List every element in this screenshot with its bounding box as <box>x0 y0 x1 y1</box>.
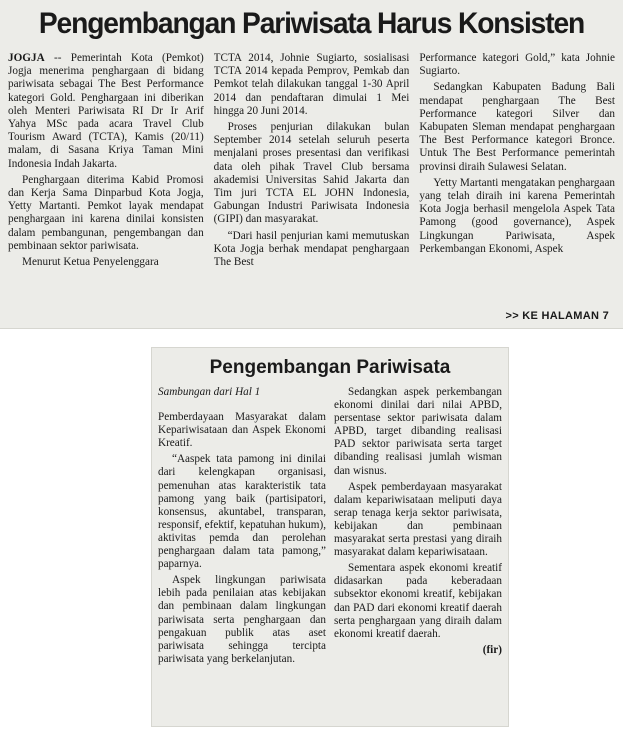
paragraph: TCTA 2014, Johnie Sugiarto, sosialisasi TCTA 2014 kepada Pemprov, Pemkab dan Pemkot telah dilakukan tanggal 1-30 April 2014 dan pendaftaran dimulai 1 Mei hingga 20 Juni 2014. <box>213 52 410 117</box>
paragraph: Pemberdayaan Masyarakat dalam Kepariwisataan dan Aspek Ekonomi Kreatif. <box>158 411 326 450</box>
main-article-columns <box>8 52 615 314</box>
continuation-column-1 <box>158 386 326 720</box>
paragraph: Menurut Ketua Penyelenggara <box>22 256 159 269</box>
article-column-2 <box>214 52 410 314</box>
paragraph: Performance kategori Gold,” kata Johnie Sugiarto. <box>419 52 616 78</box>
paragraph: Sedangkan Kabupaten Badung Bali mendapat penghargaan The Best Performance kategori Silver dan Kabupaten Sleman mendapat penghargaan The Best Performance kategori Bronce. Untuk The Best Performance pemerintah provinsi diraih Sulawesi Selatan. <box>419 81 616 173</box>
continued-from-label: Sambungan dari Hal 1 <box>158 386 261 398</box>
continue-to-page-label: >> KE HALAMAN 7 <box>505 310 609 322</box>
paragraph: Penghargaan diterima Kabid Promosi dan Kerja Sama Dinparbud Kota Jogja, Yetty Martanti. Pemkot layak mendapat penghargaan ini karena dinilai konsisten dalam pembangunan, pengembangan dan pembinaan sektor pariwisata. <box>8 173 204 252</box>
paragraph: “Aaspek tata pamong ini dinilai dari kelengkapan organisasi, pemenuhan atas karakteristik tata pamong yang baik (partisipatori, konsensus, akuntabel, transparan, responsif, efektif, kepatuhan hukum), aktivitas pemda dan perolehan penghargaan dalam tata pamong,” paparnya. <box>158 453 326 571</box>
article-column-3 <box>419 52 615 314</box>
author-signature: (fir) <box>482 643 502 656</box>
main-headline: Pengembangan Pariwisata Harus Konsisten <box>38 7 585 40</box>
paragraph: Aspek pemberdayaan masyarakat dalam kepariwisataan meliputi daya serap tenaga kerja sektor pariwisata, kebijakan dan pembinaan masyarakat serta prestasi yang diraih masyarakat dalam kepariwisataan. <box>334 480 502 559</box>
continuation-columns <box>158 386 502 720</box>
paragraph: “Dari hasil penjurian kami memutuskan Kota Jogja berhak mendapat penghargaan The Best <box>213 229 410 269</box>
continuation-column-2 <box>334 386 502 720</box>
dateline: JOGJA <box>8 52 45 64</box>
paragraph: JOGJA -- Pemerintah Kota (Pemkot) Jogja menerima penghargaan di bidang pariwisata sebagai The Best Performance kategori Gold. Penghargaan ini diberikan oleh Menteri Pariwisata RI Dr Ir Arif Yahya MSc pada acara Travel Club Tourism Award (TCTA), Kamis (20/11) malam, di Sasana Kriya Taman Mini Indonesia Indah Jakarta. <box>8 52 204 170</box>
paragraph: Proses penjurian dilakukan bulan September 2014 setelah seluruh peserta menjalani proses presentasi dan verifikasi data oleh pihak Travel Club bersama akademisi Universitas Sahid Jakarta dan Tim juri TCTA EL JOHN Indonesia, Gabungan Industri Pariwisata Indonesia (GIPI) dan masyarakat. <box>213 121 410 226</box>
continuation-clipping <box>152 348 508 726</box>
article-column-1 <box>8 52 204 314</box>
paragraph: Yetty Martanti mengatakan penghargaan yang telah diraih ini karena Pemerintah Kota Jogja berhasil mengelola Aspek Tata Pamong (good governance), Aspek Lingkungan Pariwisata, Aspek Perkembangan Ekonomi, Aspek <box>419 176 616 255</box>
main-article-clipping <box>0 0 623 328</box>
paragraph: Sementara aspek ekonomi kreatif didasarkan pada keberadaan subsektor ekonomi kreatif, kebijakan dan PAD dari ekonomi kreatif daerah serta penghargaan yang diraih dalam ekonomi kreatif daerah. <box>334 562 502 640</box>
continuation-headline: Pengembangan Pariwisata <box>209 357 451 378</box>
paragraph: Sedangkan aspek perkembangan ekonomi dinilai dari nilai APBD, persentase sektor pariwisata dalam APBD, target dibanding realisasi PAD sektor pariwisata serta target dibanding realisasi jumlah wisman dan wisnus. <box>334 386 502 477</box>
paragraph: Aspek lingkungan pariwisata lebih pada penilaian atas kebijakan dan pembinaan dalam lingkungan pariwisata serta penghargaan dan pengakuan publik atas aset pariwisata sehingga tercipta pariwisata yang berkelanjutan. <box>158 574 326 665</box>
